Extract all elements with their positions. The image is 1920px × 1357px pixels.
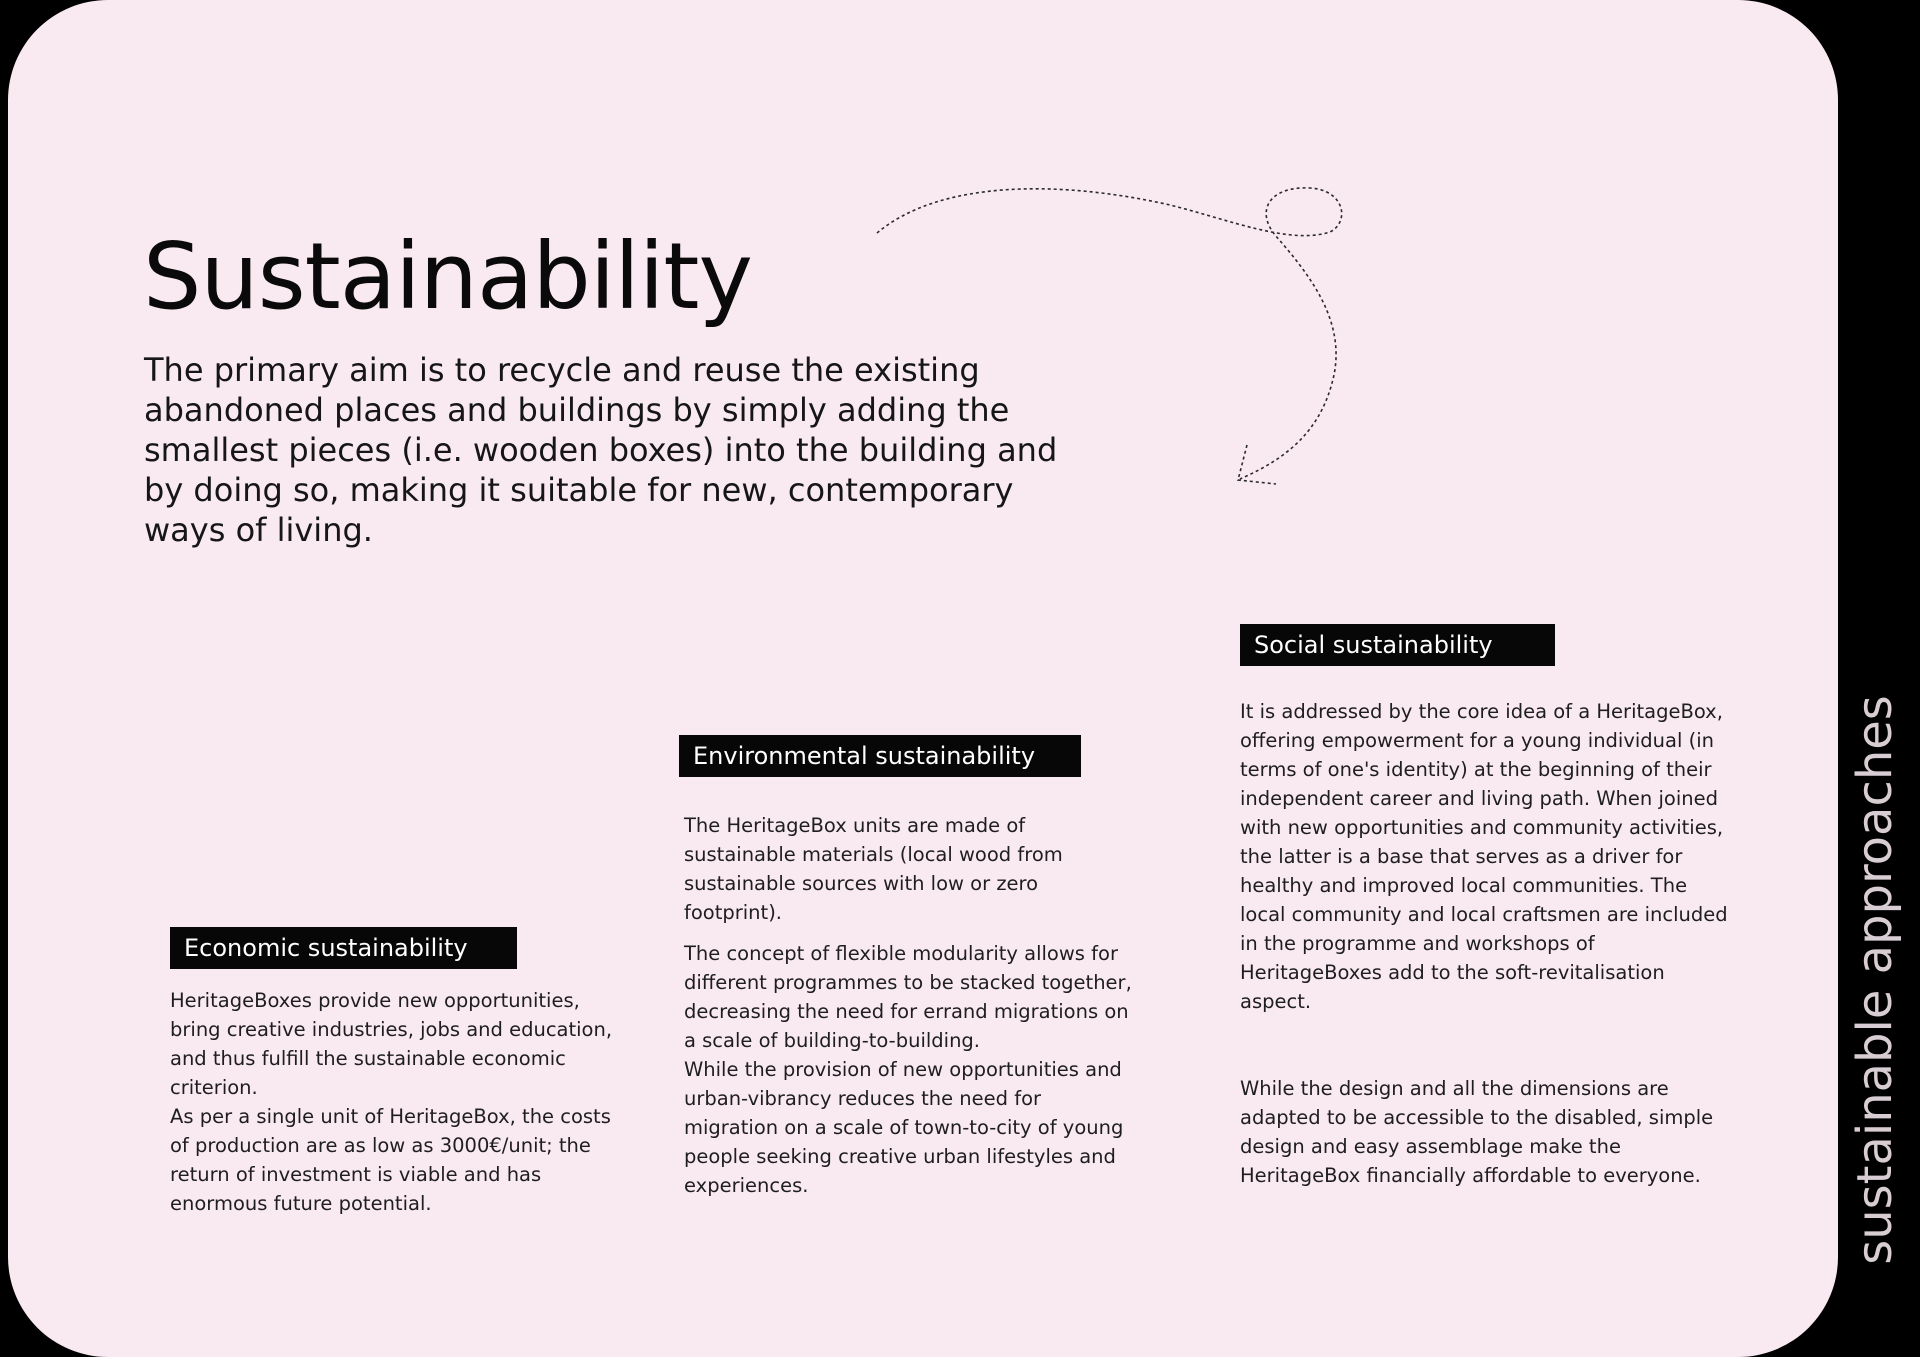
social-sustainability-text-2: While the design and all the dimensions are adapted to be accessible to the disabled, simple design and easy assemblage make the HeritageBox financially affordable to everyone. (1240, 1077, 1714, 1187)
environmental-sustainability-label: Environmental sustainability (679, 735, 1081, 777)
social-sustainability-text-1: It is addressed by the core idea of a HeritageBox, offering empowerment for a young individual (in terms of one's identity) at the beginning of their independent career and living path. When joined with new opportunities and community activities, the latter is a base that serves as a driver for healthy and improved local communities. The local community and local craftsmen are included in the programme and workshops of HeritageBoxes add to the soft-revitalisation aspect. (1240, 700, 1728, 1013)
side-label: sustainable approaches (1847, 695, 1903, 1265)
intro-paragraph: The primary aim is to recycle and reuse the existing abandoned places and buildings by simply adding the smallest pieces (i.e. wooden boxes) into the building and by doing so, making it suitable for new, contemporary ways of living. (144, 351, 1058, 549)
economic-sustainability-text: HeritageBoxes provide new opportunities, bring creative industries, jobs and education, and thus fulfill the sustainable economic criterion. As per a single unit of HeritageBox, the costs of production are as low as 3000€/unit; the return of investment is viable and has enormous future potential. (170, 989, 613, 1215)
economic-sustainability-label: Economic sustainability (170, 927, 517, 969)
environmental-sustainability-text-2: The concept of flexible modularity allows for different programmes to be stacked together, decreasing the need for errand migrations on a scale of building-to-building. While the provision of new opportunities and urban-vibrancy reduces the need for migration on a scale of town-to-city of young people seeking creative urban lifestyles and experiences. (684, 942, 1132, 1197)
environmental-sustainability-text-1: The HeritageBox units are made of sustainable materials (local wood from sustainable sources with low or zero footprint). (684, 814, 1063, 924)
page-title: Sustainability (143, 223, 752, 330)
social-sustainability-label: Social sustainability (1240, 624, 1555, 666)
